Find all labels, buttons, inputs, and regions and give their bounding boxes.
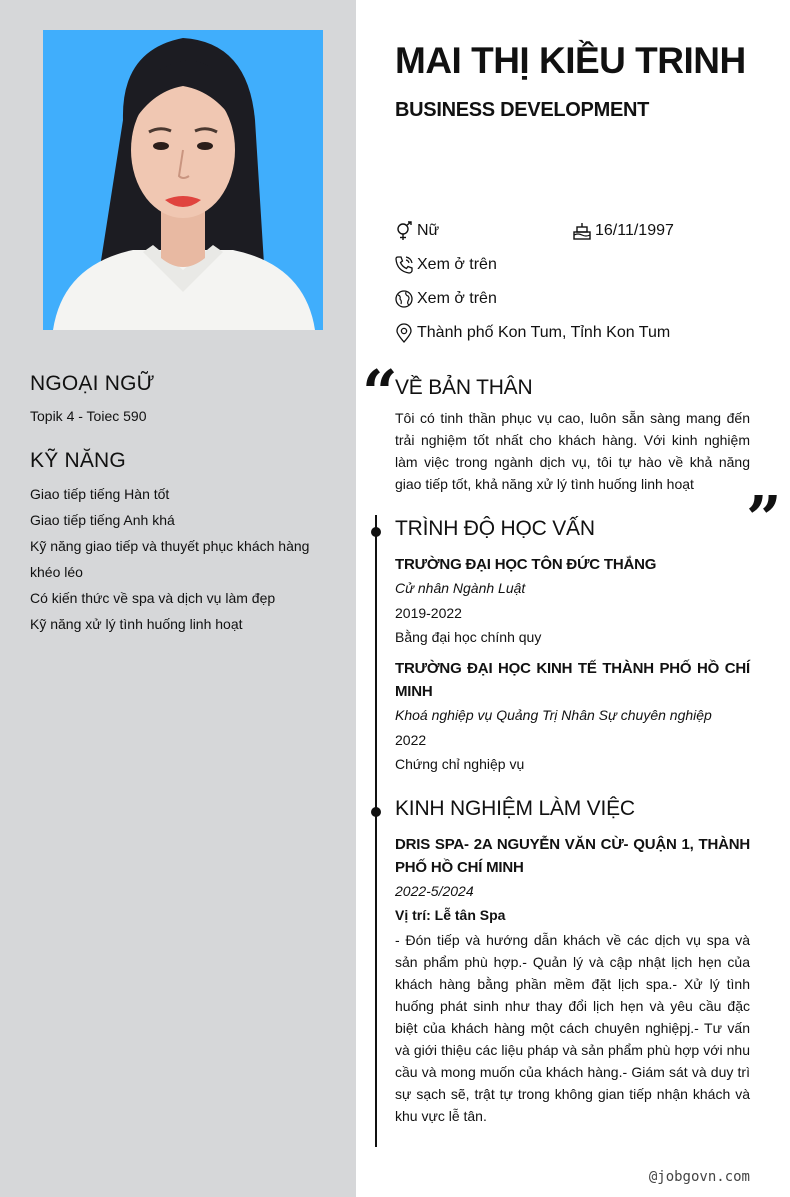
birthdate-row: [572, 221, 674, 241]
gender-text: Nữ: [417, 222, 440, 239]
portrait-image: [43, 30, 323, 330]
skill-item: Kỹ năng giao tiếp và thuyết phục khách hàng khéo léo: [30, 538, 310, 580]
skill-item: Giao tiếp tiếng Hàn tốt: [30, 486, 170, 502]
experience-description: - Đón tiếp và hướng dẫn khách về các dịch vụ spa và sản phẩm phù hợp.- Quản lý và cập nhật lịch hẹn của khách hàng bằng phần mềm đặt lịch spa.- Xử lý tình huống phát sinh như thay đổi lịch hẹn và yêu cầu đặc biệt của khách hàng một cách chuyên nghiệpj.- Tư vấn và giới thiệu các liệu pháp và sản phẩm phù hợp với nhu cầu và mong muốn của khách hàng.- Giám sát và duy trì sự sạch sẽ, trật tự trong không gian tiếp nhận khách và khu vực lễ tân.: [395, 932, 750, 1124]
education-period: 2019-2022: [395, 605, 462, 621]
phone-icon: [394, 255, 414, 275]
website-row: [394, 289, 497, 309]
languages-section: [30, 372, 330, 424]
candidate-role: BUSINESS DEVELOPMENT: [395, 99, 650, 121]
quote-close-icon: ”: [746, 482, 782, 555]
profile-photo: [43, 30, 323, 330]
experience-company: DRIS SPA- 2A NGUYỄN VĂN CỪ- QUẬN 1, THÀNH PHỐ HỒ CHÍ MINH: [395, 836, 750, 876]
quote-open-icon: “: [362, 356, 398, 429]
location-pin-icon: [394, 323, 414, 343]
about-text: Tôi có tinh thần phục vụ cao, luôn sẵn sàng mang đến trải nghiệm tốt nhất cho khách hàng. Với kinh nghiệm làm việc trong ngành dịch vụ, tôi tự hào về khả năng giao tiếp tốt, khả năng xử lý tình huống linh hoạt: [395, 410, 750, 492]
address-text: Thành phố Kon Tum, Tỉnh Kon Tum: [417, 324, 671, 341]
about-title: VỀ BẢN THÂN: [395, 376, 533, 399]
experience-title: KINH NGHIỆM LÀM VIỆC: [395, 797, 635, 820]
education-school: TRƯỜNG ĐẠI HỌC TÔN ĐỨC THẮNG: [395, 556, 657, 573]
gender-icon: [394, 221, 414, 241]
languages-title: NGOẠI NGỮ: [30, 372, 155, 395]
education-degree: Chứng chỉ nghiệp vụ: [395, 756, 525, 772]
skills-list: [30, 481, 330, 637]
globe-icon: [394, 289, 414, 309]
address-row: [394, 323, 670, 343]
languages-text: Topik 4 - Toiec 590: [30, 408, 147, 424]
education-period: 2022: [395, 732, 427, 748]
timeline-dot-education: [371, 527, 381, 537]
gender-row: [394, 221, 439, 241]
timeline-dot-experience: [371, 807, 381, 817]
skill-item: Kỹ năng xử lý tình huống linh hoạt: [30, 616, 243, 632]
cake-icon: [572, 221, 592, 241]
education-degree: Bằng đại học chính quy: [395, 629, 542, 645]
phone-text: Xem ở trên: [417, 256, 497, 273]
experience-period: 2022-5/2024: [395, 883, 474, 899]
experience-position: Vị trí: Lễ tân Spa: [395, 907, 506, 923]
skill-item: Giao tiếp tiếng Anh khá: [30, 512, 175, 528]
timeline-line: [375, 515, 377, 1147]
skills-section: [30, 449, 330, 637]
phone-row: [394, 255, 497, 275]
website-text: Xem ở trên: [417, 290, 497, 307]
birthdate-text: 16/11/1997: [595, 222, 674, 239]
education-title: TRÌNH ĐỘ HỌC VẤN: [395, 517, 595, 540]
education-major: Khoá nghiệp vụ Quảng Trị Nhân Sự chuyên nghiệp: [395, 707, 712, 723]
candidate-name: MAI THỊ KIỀU TRINH: [395, 40, 746, 81]
footer-watermark: @jobgovn.com: [648, 1169, 750, 1185]
education-school: TRƯỜNG ĐẠI HỌC KINH TẾ THÀNH PHỐ HỒ CHÍ MINH: [395, 660, 750, 700]
skills-title: KỸ NĂNG: [30, 449, 126, 472]
skill-item: Có kiến thức về spa và dịch vụ làm đẹp: [30, 590, 276, 606]
education-major: Cử nhân Ngành Luật: [395, 580, 526, 596]
